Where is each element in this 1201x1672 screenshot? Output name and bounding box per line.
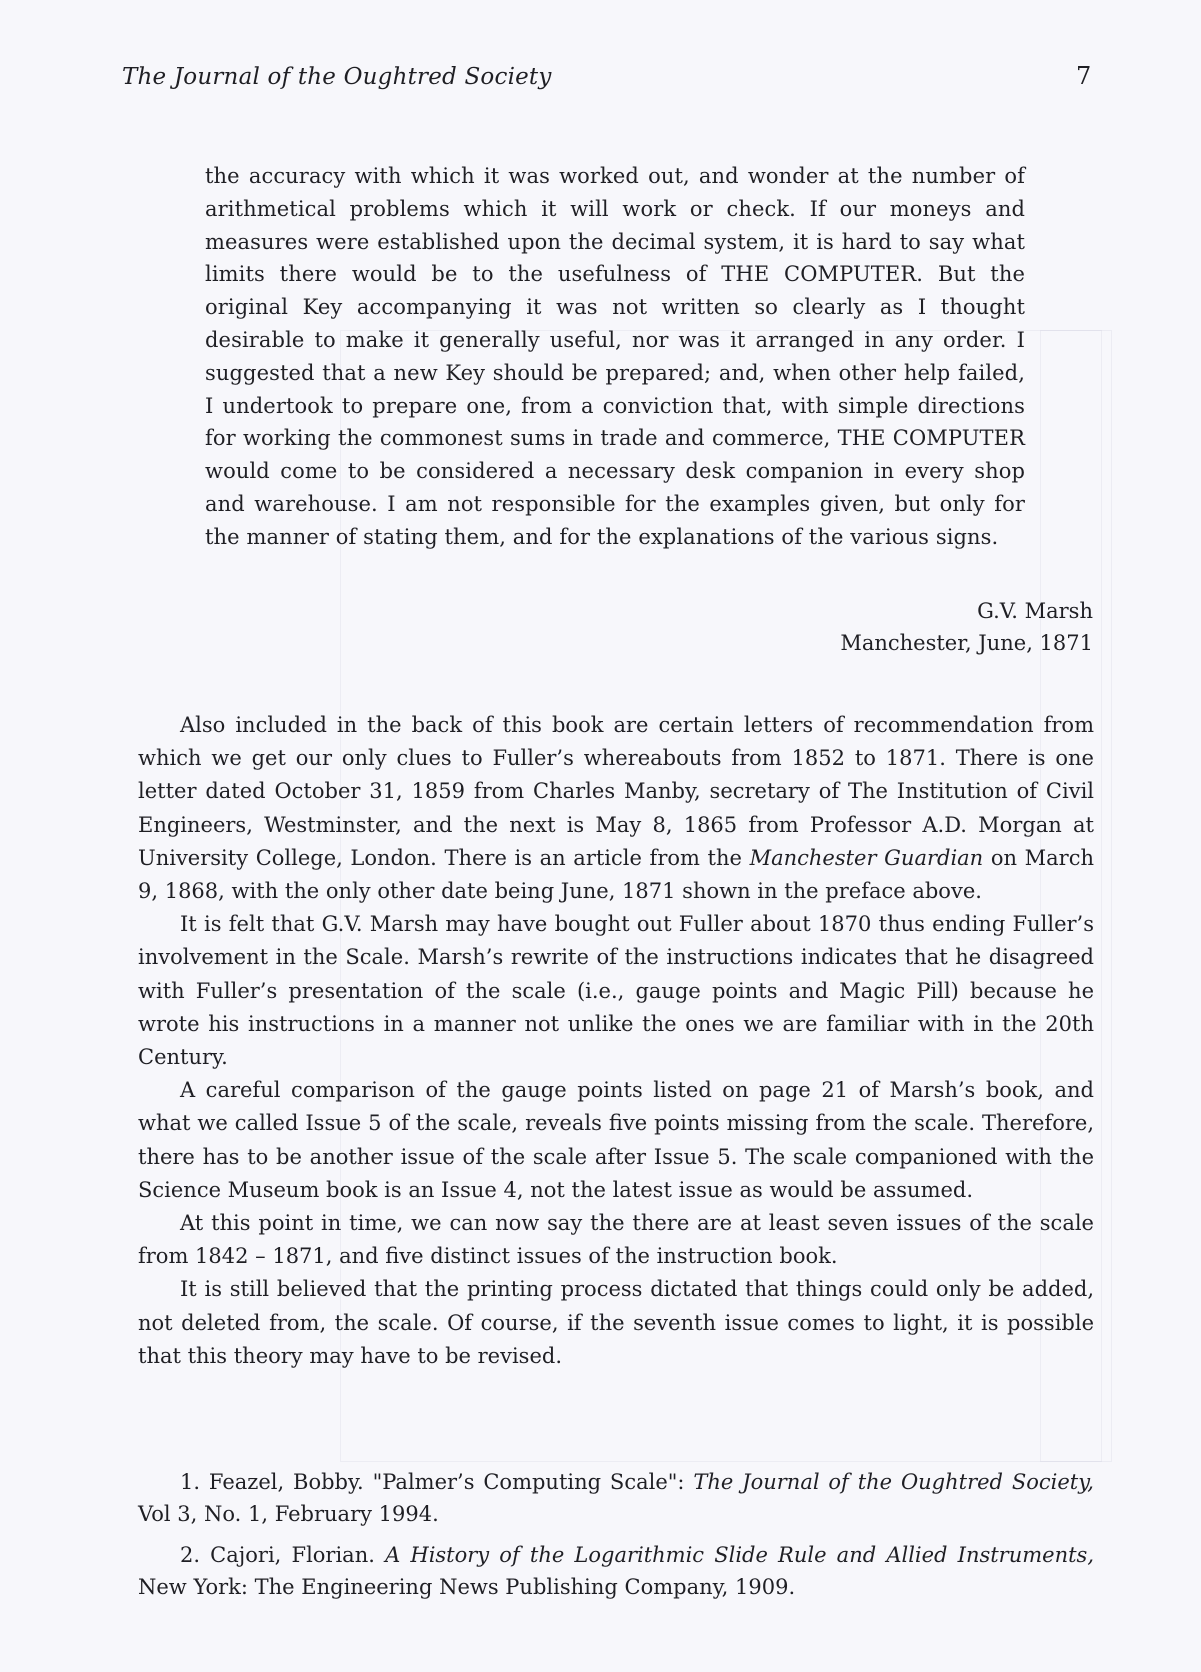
paragraph-comparison: A careful comparison of the gauge points listed on page 21 of Marsh’s book, and what we called Issue 5 of the scale, reveals five points missing from the scale. Therefore, there has to be another issue of the scale after Issue 5. The scale companioned with the Science Museum book is an Issue 4, not the latest issue as would be assumed. xyxy=(138,1078,1094,1202)
journal-title: The Journal of the Oughtred Society xyxy=(122,64,552,90)
paragraph-issues: At this point in time, we can now say the there are at least seven issues of the scale from 1842 – 1871, and five distinct issues of the instruction book. xyxy=(138,1211,1094,1269)
paragraph-letters-start: Also included in the back of this book are certain letters of recommendation from which we get our only clues to Fuller’s whereabouts from 1852 to 1871. There is one letter dated October 31, 1859 from Charles Manby, secretary of The Institution of Civil Engineers, Westminster, and the next is May 8, 1865 from Professor A.D. Morgan at University College, London. There is an article from the xyxy=(138,713,1094,870)
page-number: 7 xyxy=(1076,62,1092,90)
preface-quote: the accuracy with which it was worked out, and wonder at the number of arithmetical problems which it will work or check. If our moneys and measures were established upon the decimal system, it is hard to say what limits there would be to the usefulness of THE COMPUTER. But the original Key accompanying it was not written so clearly as I thought desirable to make it generally useful, nor was it arranged in any order. I suggested that a new Key should be prepared; and, when other help failed, I undertook to prepare one, from a conviction that, with simple directions for working the commonest sums in trade and commerce, THE COMPUTER would come to be considered a necessary desk companion in every shop and warehouse. I am not responsible for the examples given, but only for the manner of stating them, and for the explanations of the various signs. xyxy=(205,164,1025,549)
paragraph-printing: It is still believed that the printing process dictated that things could only be added, not deleted from, the scale. Of course, if the seventh issue comes to light, it is possible that this theory may have to be revised. xyxy=(138,1277,1094,1368)
paragraph-letters xyxy=(138,709,1094,908)
article-body xyxy=(138,709,1094,1373)
paragraph-letters-end: on March 9, 1868, with the only other date being June, 1871 shown in the preface above. xyxy=(138,845,1094,904)
reference-2 xyxy=(138,1539,1094,1604)
paragraph-marsh: It is felt that G.V. Marsh may have bought out Fuller about 1870 thus ending Fuller’s involvement in the Scale. Marsh’s rewrite of the instructions indicates that he disagreed with Fuller’s presentation of the scale (i.e., gauge points and Magic Pill) because he wrote his instructions in a manner not unlike the ones we are familiar with in the 20th Century. xyxy=(138,912,1094,1070)
references xyxy=(138,1466,1094,1612)
reference-1-lead: 1. Feazel, Bobby. "Palmer’s Computing Scale": xyxy=(180,1470,694,1494)
reference-1 xyxy=(138,1466,1094,1531)
signature-name: G.V. Marsh xyxy=(977,599,1093,623)
signature-place-date: Manchester, June, 1871 xyxy=(840,631,1093,655)
reference-1-title: The Journal of the Oughtred Society, xyxy=(693,1470,1094,1494)
reference-2-lead: 2. Cajori, Florian. xyxy=(180,1542,386,1567)
newspaper-title: Manchester Guardian xyxy=(749,845,984,870)
reference-2-tail: New York: The Engineering News Publishing Company, 1909. xyxy=(138,1575,796,1600)
reference-1-tail: Vol 3, No. 1, February 1994. xyxy=(138,1502,439,1527)
reference-2-title: A History of the Logarithmic Slide Rule and Allied Instruments, xyxy=(385,1542,1095,1567)
